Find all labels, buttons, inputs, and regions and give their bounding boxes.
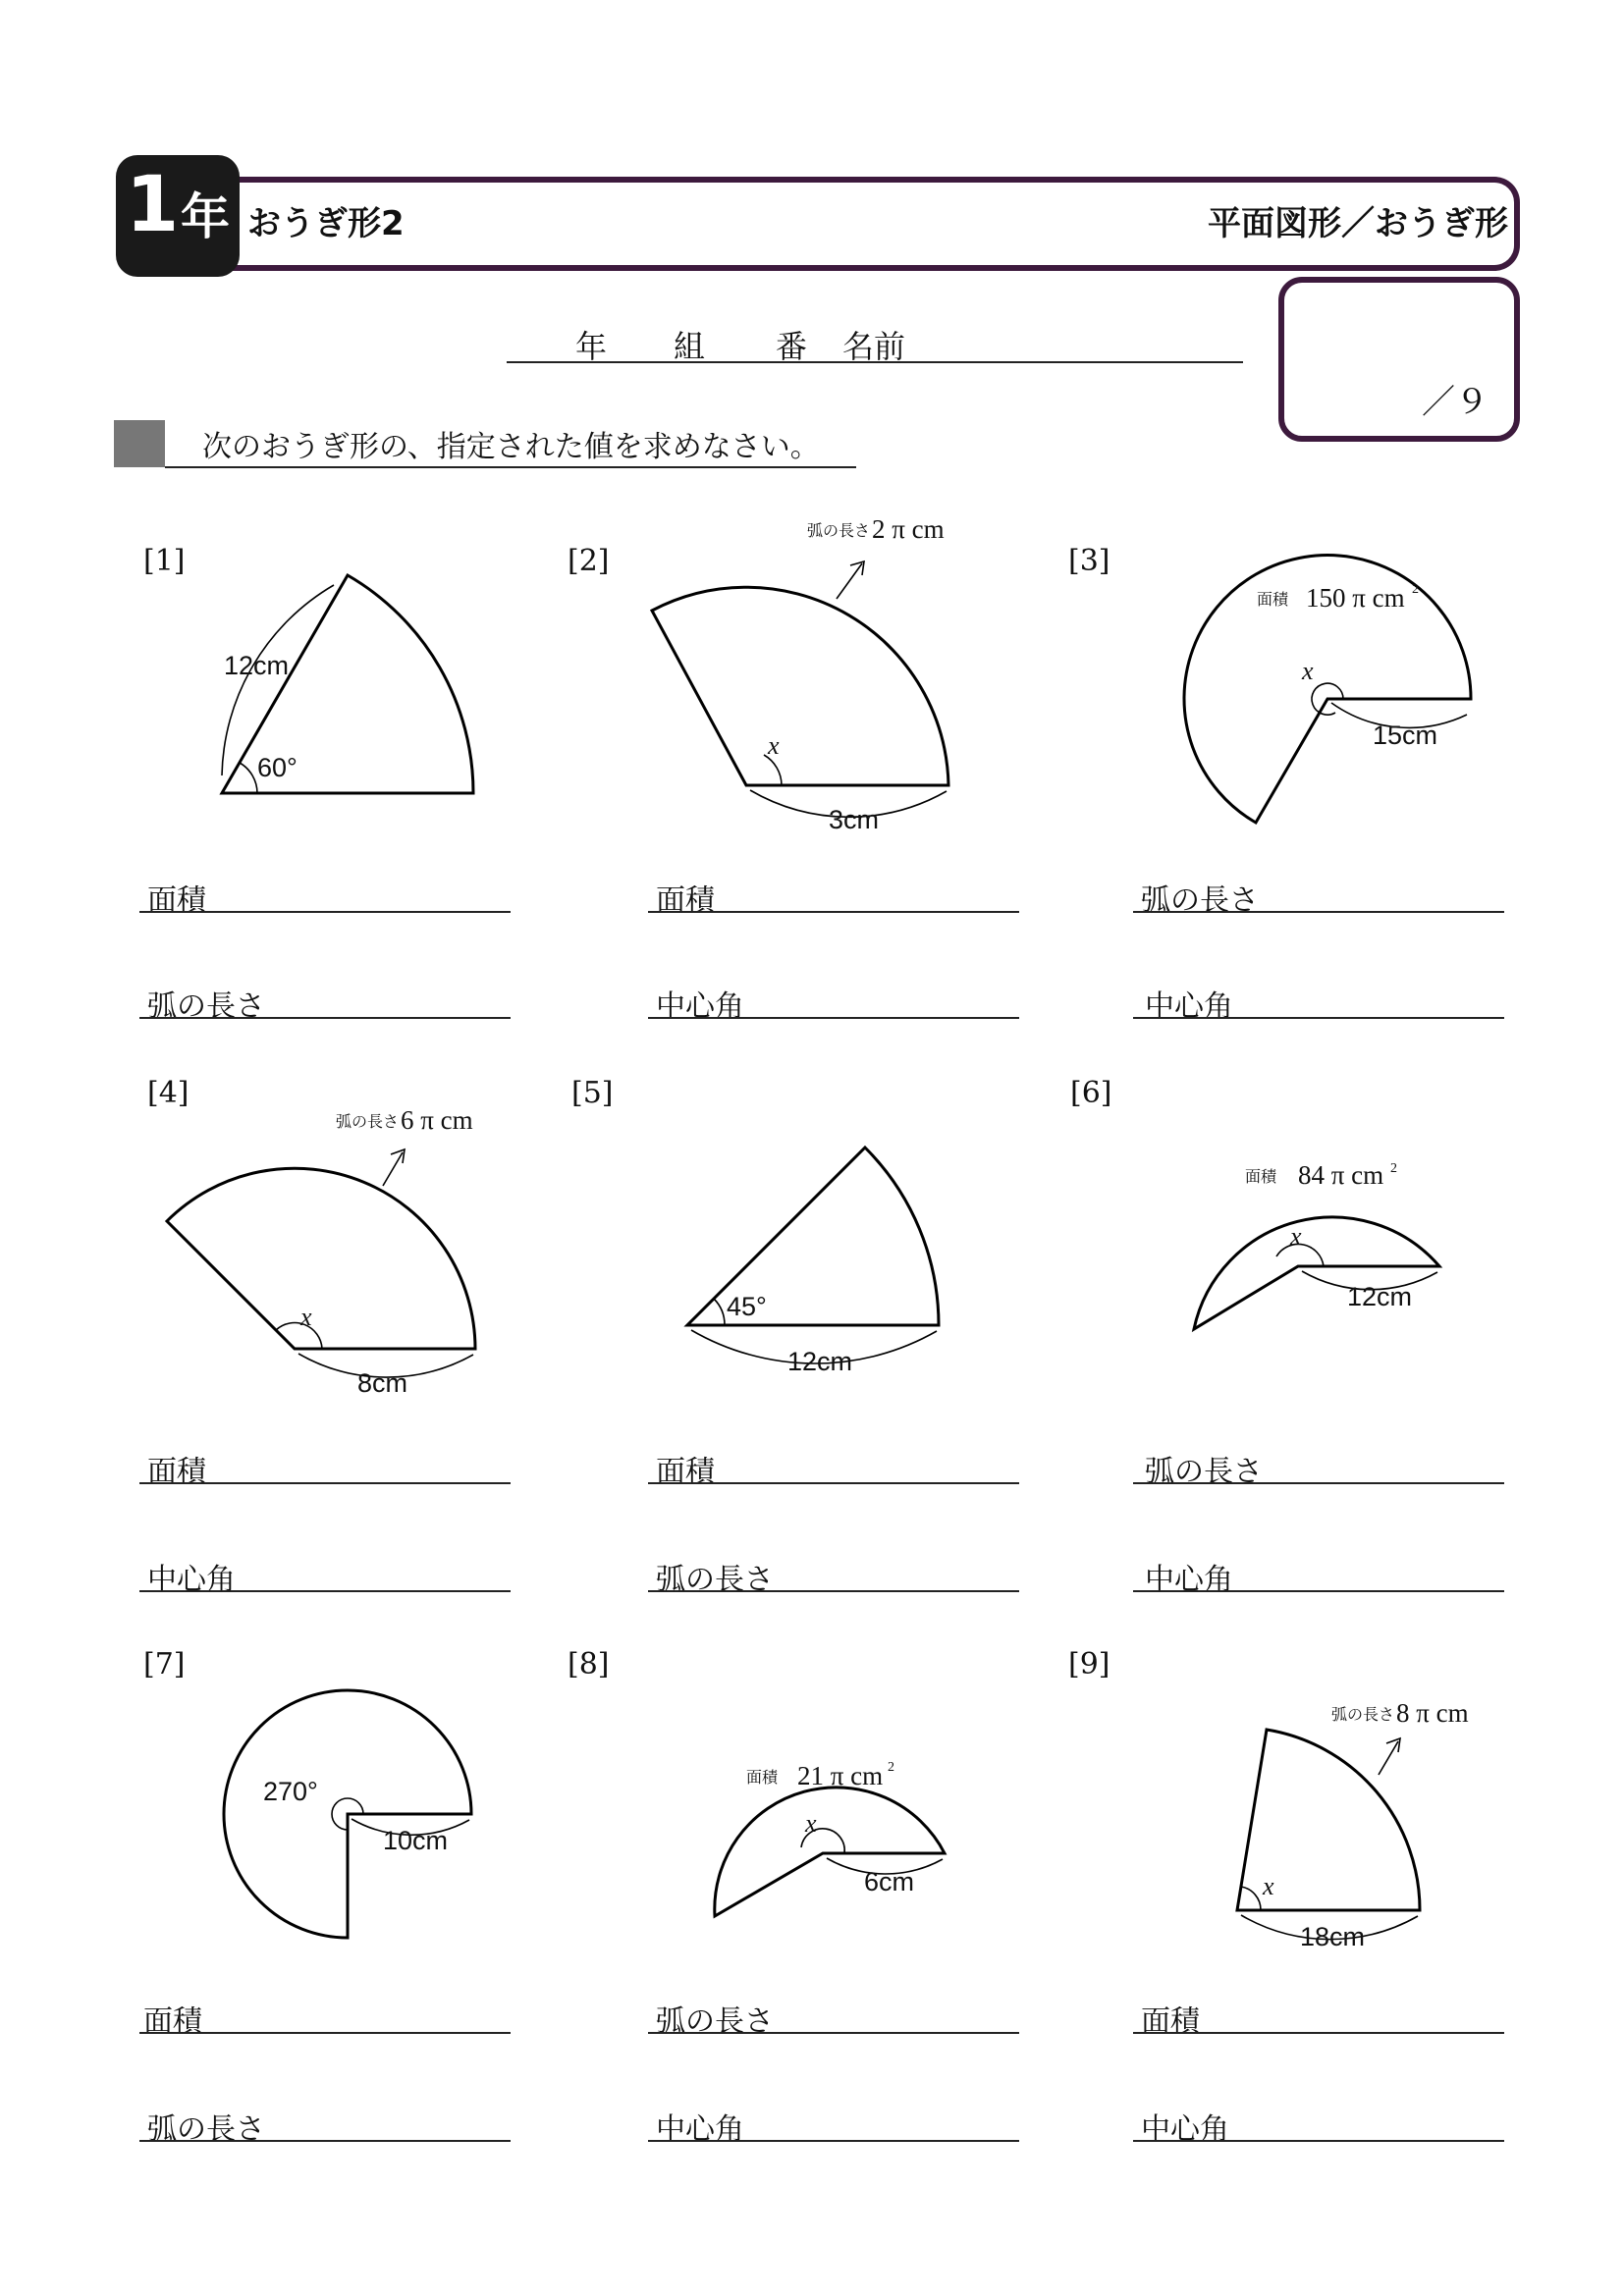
area-unit-sup: 2	[1412, 582, 1419, 597]
answer-line[interactable]	[648, 1015, 1019, 1019]
x-label: x	[768, 731, 780, 760]
answer-line[interactable]	[139, 1015, 511, 1019]
number-label: 番	[776, 328, 808, 365]
radius-label: 18cm	[1300, 1922, 1366, 1951]
answer-label: 中心角	[1141, 2112, 1229, 2147]
answer-line[interactable]	[1133, 1588, 1504, 1592]
radius-label: 8cm	[357, 1368, 408, 1398]
problem-number: [9]	[1068, 1647, 1110, 1682]
answer-label: 中心角	[656, 989, 744, 1024]
arc-value: 6 π cm	[401, 1105, 473, 1135]
angle-label: 45°	[727, 1292, 767, 1321]
x-label: x	[1290, 1222, 1302, 1251]
answer-line[interactable]	[139, 2138, 511, 2142]
radius-label: 15cm	[1373, 721, 1438, 750]
answer-line[interactable]	[648, 2030, 1019, 2034]
answer-label: 面積	[656, 1455, 715, 1489]
arc-value: 8 π cm	[1396, 1698, 1469, 1728]
problem-number: [8]	[568, 1647, 610, 1682]
arc-prefix: 弧の長さ	[807, 521, 871, 540]
answer-line[interactable]	[648, 1588, 1019, 1592]
answer-line[interactable]	[139, 2030, 511, 2034]
answer-label: 弧の長さ	[1145, 1455, 1263, 1489]
x-label: x	[1263, 1872, 1274, 1900]
sector-figure-5	[687, 1148, 939, 1376]
area-prefix: 面積	[1257, 590, 1289, 609]
radius-label: 6cm	[864, 1867, 915, 1896]
area-prefix: 面積	[1245, 1167, 1277, 1186]
radius-label: 3cm	[829, 805, 880, 834]
arc-value: 2 π cm	[872, 514, 945, 544]
answer-label: 面積	[656, 883, 715, 918]
problem-number: [5]	[571, 1076, 614, 1110]
answer-label: 弧の長さ	[656, 1563, 774, 1597]
sector-figure-6	[1194, 1160, 1439, 1329]
problem-number: [2]	[568, 544, 610, 578]
answer-label: 弧の長さ	[147, 989, 265, 1024]
answer-line[interactable]	[648, 2138, 1019, 2142]
sector-figure-1	[222, 575, 473, 793]
sector-figure-8	[715, 1760, 945, 1916]
sector-figure-4	[167, 1105, 475, 1398]
x-label: x	[805, 1809, 817, 1838]
answer-line[interactable]	[648, 1480, 1019, 1484]
answer-label: 中心角	[1145, 989, 1233, 1024]
instruction-text: 次のおうぎ形の、指定された値を求めなさい。	[202, 430, 820, 464]
answer-line[interactable]	[1133, 909, 1504, 913]
answer-label: 面積	[1141, 2004, 1200, 2039]
problem-number: [1]	[143, 544, 186, 578]
sector-figure-3	[1184, 556, 1471, 823]
answer-line[interactable]	[1133, 2138, 1504, 2142]
year-label: 年	[575, 328, 608, 365]
answer-label: 面積	[147, 1455, 206, 1489]
answer-label: 面積	[143, 2004, 202, 2039]
area-unit-sup: 2	[888, 1760, 894, 1775]
radius-label: 12cm	[1347, 1282, 1413, 1311]
answer-line[interactable]	[139, 909, 511, 913]
area-value: 84 π cm	[1298, 1160, 1384, 1190]
sector-figure-2	[652, 514, 948, 834]
radius-label: 12cm	[224, 651, 290, 680]
answer-line[interactable]	[139, 1588, 511, 1592]
area-prefix: 面積	[746, 1768, 779, 1787]
class-label: 組	[674, 328, 706, 365]
arc-prefix: 弧の長さ	[1331, 1705, 1395, 1724]
angle-label: 60°	[257, 753, 298, 782]
answer-line[interactable]	[1133, 1480, 1504, 1484]
problem-number: [3]	[1068, 544, 1110, 578]
answer-label: 弧の長さ	[656, 2004, 774, 2039]
answer-label: 弧の長さ	[147, 2112, 265, 2147]
answer-label: 中心角	[147, 1563, 236, 1597]
angle-label: 270°	[263, 1777, 318, 1806]
sector-figure-7	[224, 1690, 471, 1938]
problem-number: [4]	[147, 1076, 189, 1110]
answer-line[interactable]	[1133, 1015, 1504, 1019]
answer-line[interactable]	[1133, 2030, 1504, 2034]
worksheet-category: 平面図形／おうぎ形	[1208, 204, 1508, 243]
area-value: 21 π cm	[797, 1761, 884, 1790]
x-label: x	[1302, 657, 1314, 685]
name-label: 名前	[842, 328, 906, 365]
sector-figure-9	[1237, 1698, 1469, 1951]
arc-prefix: 弧の長さ	[336, 1112, 400, 1131]
radius-label: 12cm	[787, 1347, 853, 1376]
answer-label: 中心角	[656, 2112, 744, 2147]
worksheet-title: おうぎ形2	[247, 204, 405, 243]
grade-number: 1	[126, 161, 180, 249]
score-total: ／９	[1422, 383, 1489, 422]
answer-label: 弧の長さ	[1141, 883, 1259, 918]
answer-label: 面積	[147, 883, 206, 918]
area-unit-sup: 2	[1390, 1161, 1397, 1176]
radius-label: 10cm	[383, 1826, 449, 1855]
answer-label: 中心角	[1145, 1563, 1233, 1597]
grade-kanji: 年	[181, 188, 230, 245]
x-label: x	[300, 1303, 312, 1331]
problem-number: [6]	[1070, 1076, 1112, 1110]
answer-line[interactable]	[648, 909, 1019, 913]
problem-number: [7]	[143, 1647, 186, 1682]
area-value: 150 π cm	[1306, 583, 1405, 613]
answer-line[interactable]	[139, 1480, 511, 1484]
